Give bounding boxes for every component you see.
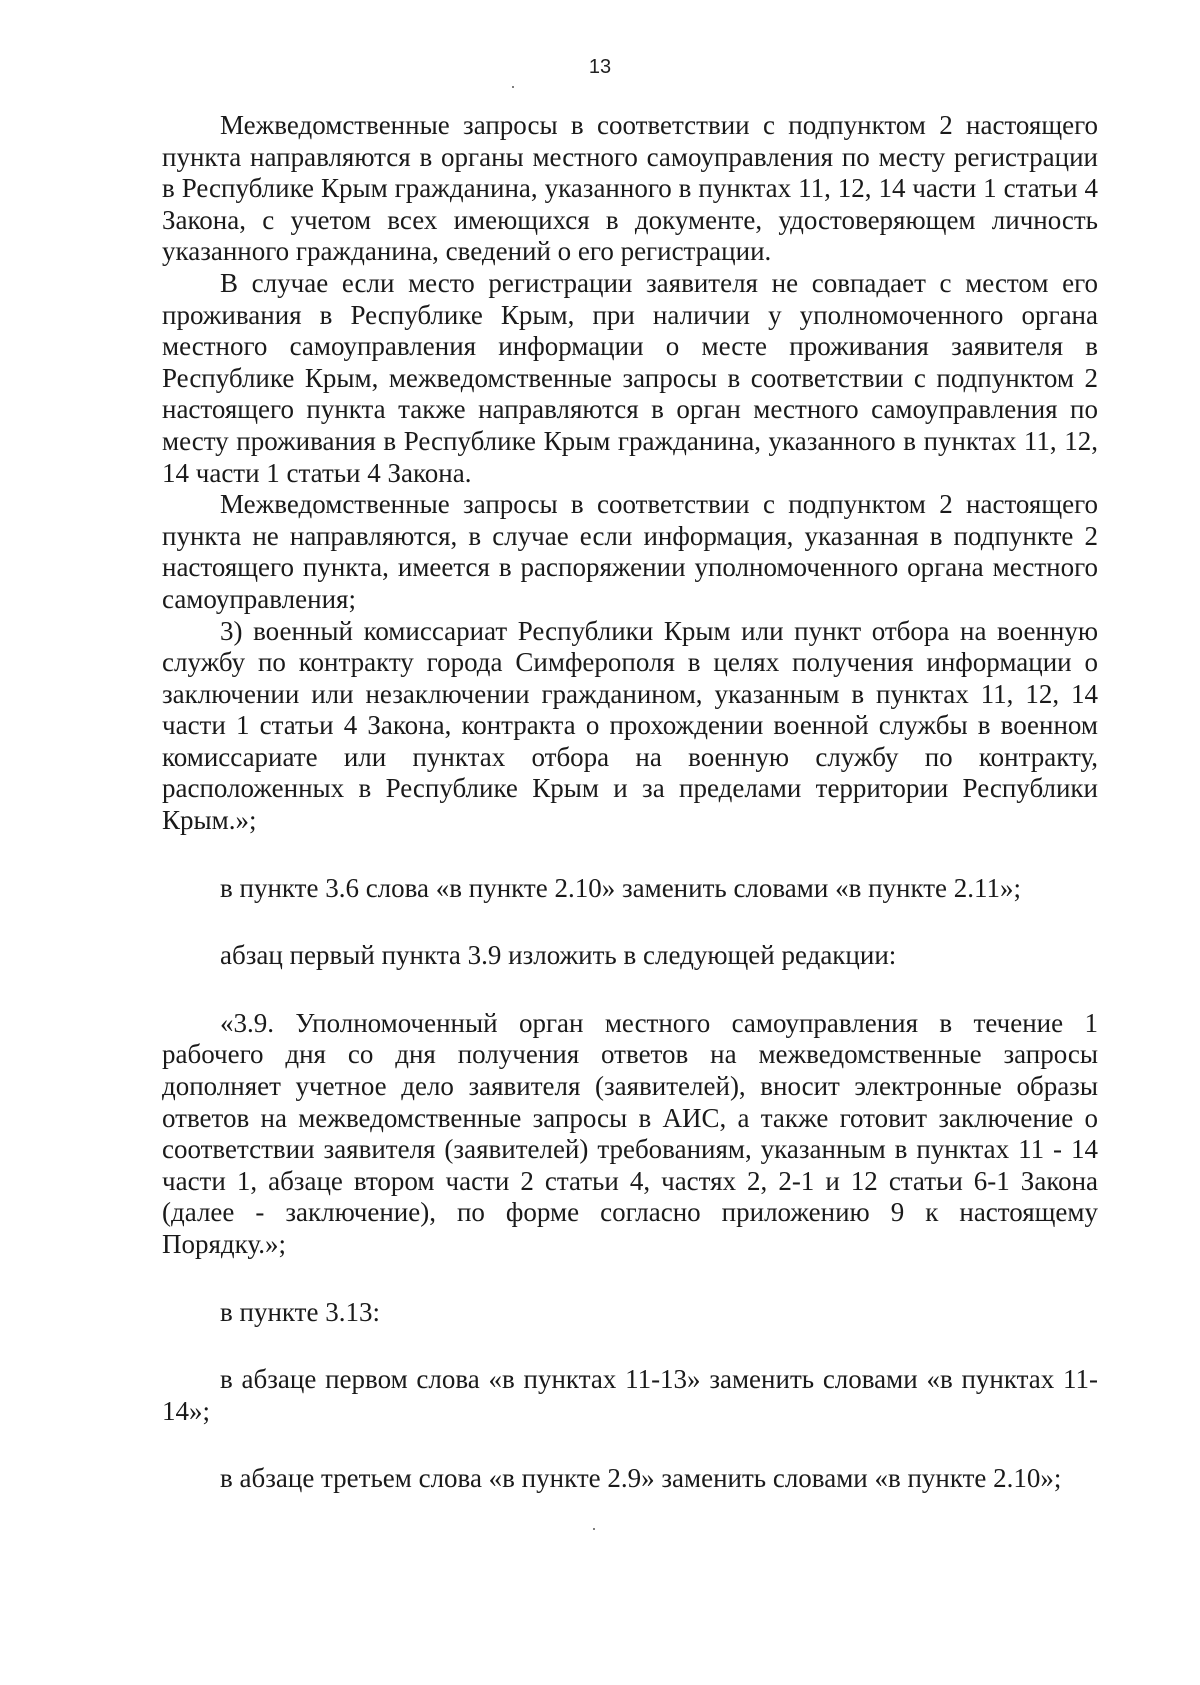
paragraph: «3.9. Уполномоченный орган местного самоуправления в течение 1 рабочего дня со дня получения ответов на межведомственные запросы дополняет учетное дело заявителя (заявителей), вносит электронные образы ответов на межведомственные запросы в АИС, а также готовит заключение о соответствии заявителя (заявителей) требованиям, указанным в пунктах 11 - 14 части 1, абзаце втором части 2 статьи 4, частях 2, 2-1 и 12 статьи 6-1 Закона (далее - заключение), по форме согласно приложению 9 к настоящему Порядку.»; — [162, 1007, 1098, 1259]
paragraph: Межведомственные запросы в соответствии с подпунктом 2 настоящего пункта не направляются, в случае если информация, указанная в подпункте 2 настоящего пункта, имеется в распоряжении уполномоченного органа местного самоуправления; — [162, 489, 1098, 614]
paragraph: 3) военный комиссариат Республики Крым или пункт отбора на военную службу по контракту города Симферополя в целях получения информации о заключении или незаключении гражданином, указанным в пунктах 11, 12, 14 части 1 статьи 4 Закона, контракта о прохождении военной службы в военном комиссариате или пунктах отбора на военную службу по контракту, расположенных в Республике Крым и за пределами территории Республики Крым.»; — [162, 615, 1098, 836]
document-body — [162, 110, 1098, 1495]
paragraph: Межведомственные запросы в соответствии с подпунктом 2 настоящего пункта направляются в органы местного самоуправления по месту регистрации в Республике Крым гражданина, указанного в пунктах 11, 12, 14 части 1 статьи 4 Закона, с учетом всех имеющихся в документе, удостоверяющем личность указанного гражданина, сведений о его регистрации. — [162, 110, 1098, 267]
page-number: 13 — [588, 56, 612, 78]
scan-speck — [593, 1528, 595, 1530]
paragraph: В случае если место регистрации заявителя не совпадает с местом его проживания в Республике Крым, при наличии у уполномоченного органа местного самоуправления информации о месте проживания заявителя в Республике Крым, межведомственные запросы в соответствии с подпунктом 2 настоящего пункта также направляются в орган местного самоуправления по месту проживания в Республике Крым гражданина, указанного в пунктах 11, 12, 14 части 1 статьи 4 Закона. — [162, 267, 1098, 488]
paragraph: в абзаце третьем слова «в пункте 2.9» заменить словами «в пункте 2.10»; — [220, 1463, 1062, 1494]
scan-speck — [512, 86, 514, 88]
paragraph: абзац первый пункта 3.9 изложить в следующей редакции: — [220, 940, 897, 971]
paragraph: в пункте 3.6 слова «в пункте 2.10» заменить словами «в пункте 2.11»; — [220, 872, 1022, 903]
paragraph: в пункте 3.13: — [220, 1296, 380, 1327]
paragraph: в абзаце первом слова «в пунктах 11-13» заменить словами «в пунктах 11-14»; — [162, 1364, 1098, 1426]
